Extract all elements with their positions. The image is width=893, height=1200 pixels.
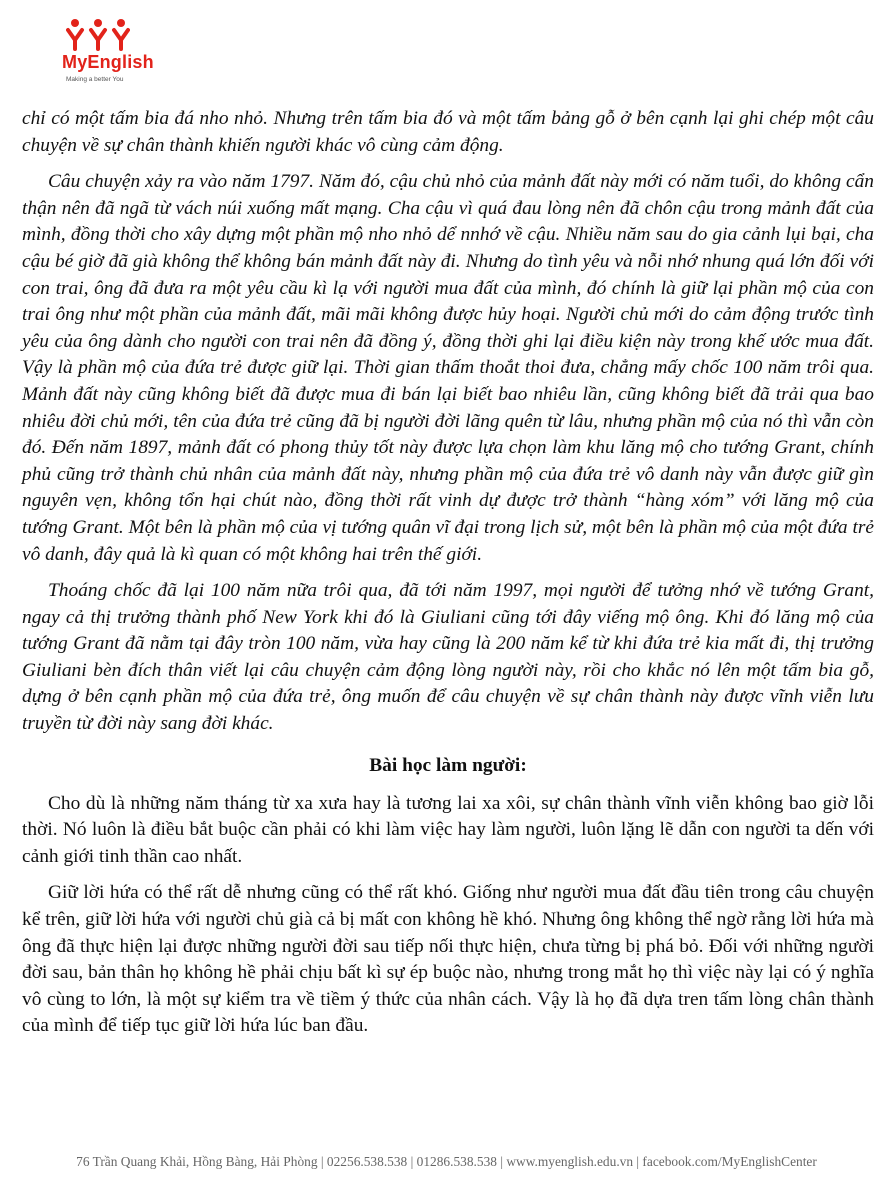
lesson-paragraph-2: Giữ lời hứa có thể rất dễ nhưng cũng có thể rất khó. Giống như người mua đất đầu tiên trong câu chuyện kể trên, giữ lời hứa với người chủ già cả bị mất con không hề khó. Nhưng ông không thể ngờ rằng lời hứa mà ông đã thực hiện lại được những người đời sau tiếp nối thực hiện, chưa từng bị phá bỏ. Đối với những người đời sau, bản thân họ không hề phải chịu bất kì sự ép buộc nào, nhưng trong mắt họ thì việc này lại có ý nghĩa vô cùng to lớn, là một sự kiểm tra về tiềm ý thức của nhân cách. Vậy là họ đã dựa tren tấm lòng chân thành của mình để tiếp tục giữ lời hứa lúc ban đầu. <box>22 882 874 1037</box>
logo <box>56 18 156 88</box>
paragraph-story: Câu chuyện xảy ra vào năm 1797. Năm đó, cậu chủ nhỏ của mảnh đất này mới có năm tuổi, do không cẩn thận nên đã ngã từ vách núi xuống mất mạng. Cha cậu vì quá đau lòng nên đã chôn cậu trong mảnh đất của mình, đồng thời cho xây dựng một phần mộ nho nhỏ dể nnhớ về cậu. Nhiều năm sau do gia cảnh lụi bại, cha cậu bé giờ đã già không thể không bán mảnh đất này đi. Nhưng do tình yêu và nỗi nhớ nhung quá lớn đối với con trai, ông đã đưa ra một yêu cầu kì lạ với người mua đất của mình, đó chính là giữ lại phần mộ của con trai ông như một phần của mảnh đất, mãi mãi không được hủy hoại. Người chủ mới do cảm động trước tình yêu của ông dành cho người con trai nên đã đồng ý, đồng thời ghi lại điều kiện này trong khế ước mua đất. Vậy là phần mộ của đứa trẻ được giữ lại. Thời gian thấm thoắt thoi đưa, chẳng mấy chốc 100 năm trôi qua. Mảnh đất này cũng không biết đã được mua đi bán lại biết bao nhiêu lần, cũng không biết đã trải qua bao nhiêu đời chủ mới, tên của đứa trẻ cũng đã bị người đời lãng quên từ lâu, nhưng phần mộ của nó thì vẫn còn đó. Đến năm 1897, mảnh đất có phong thủy tốt này được lựa chọn làm khu lăng mộ cho tướng Grant, chính phủ cũng trở thành chủ nhân của mảnh đất này, nhưng phần mộ của đứa trẻ vô danh này vẫn được giữ gìn nguyên vẹn, không tổn hại chút nào, đồng thời rất vinh dự được trở thành “hàng xóm” với lăng mộ của tướng Grant. Một bên là phần mộ của vị tướng quân vĩ đại trong lịch sử, một bên là phần mộ của một đứa trẻ vô danh, đây quả là kì quan có một không hai trên thế giới. <box>22 171 874 565</box>
paragraph-aftermath: Thoáng chốc đã lại 100 năm nữa trôi qua, đã tới năm 1997, mọi người để tưởng nhớ về tướng Grant, ngay cả thị trưởng thành phố New York khi đó là Giuliani cũng tới đây viếng mộ ông. Khi đó lăng mộ của tướng Grant đã nằm tại đây tròn 100 năm, vừa hay cũng là 200 năm kể từ khi đứa trẻ kia mất đi, thị trưởng Giuliani bèn đích thân viết lại câu chuyện cảm động lòng người này, rồi cho khắc nó lên một tấm bia gỗ, dựng ở bên cạnh phần mộ của đứa trẻ, ông muốn để câu chuyện về sự chân thành này được vĩnh viễn lưu truyền từ đời này sang đời khác. <box>22 580 874 735</box>
footer-contact: 76 Trần Quang Khải, Hồng Bàng, Hải Phòng | 02256.538.538 | 01286.538.538 | www.myenglish.edu.vn | facebook.com/MyEnglishCenter <box>76 1154 817 1169</box>
people-logo-icon <box>66 18 130 52</box>
lesson-heading: Bài học làm người: <box>369 754 527 776</box>
paragraph-intro: chỉ có một tấm bia đá nho nhỏ. Nhưng trên tấm bia đó và một tấm bảng gỗ ở bên cạnh lại ghi chép một câu chuyện về sự chân thành khiến người khác vô cùng cảm động. <box>22 108 874 156</box>
brand-name: MyEnglish <box>62 52 154 72</box>
brand-tagline: Making a better You <box>66 76 124 83</box>
lesson-paragraph-1: Cho dù là những năm tháng từ xa xưa hay là tương lai xa xôi, sự chân thành vĩnh viễn không bao giờ lỗi thời. Nó luôn là điều bắt buộc cần phải có khi làm việc hay làm người, luôn lặng lẽ dẫn con người ta dến với cảnh giới tinh thần cao nhất. <box>22 792 874 867</box>
article-body <box>22 106 874 1040</box>
